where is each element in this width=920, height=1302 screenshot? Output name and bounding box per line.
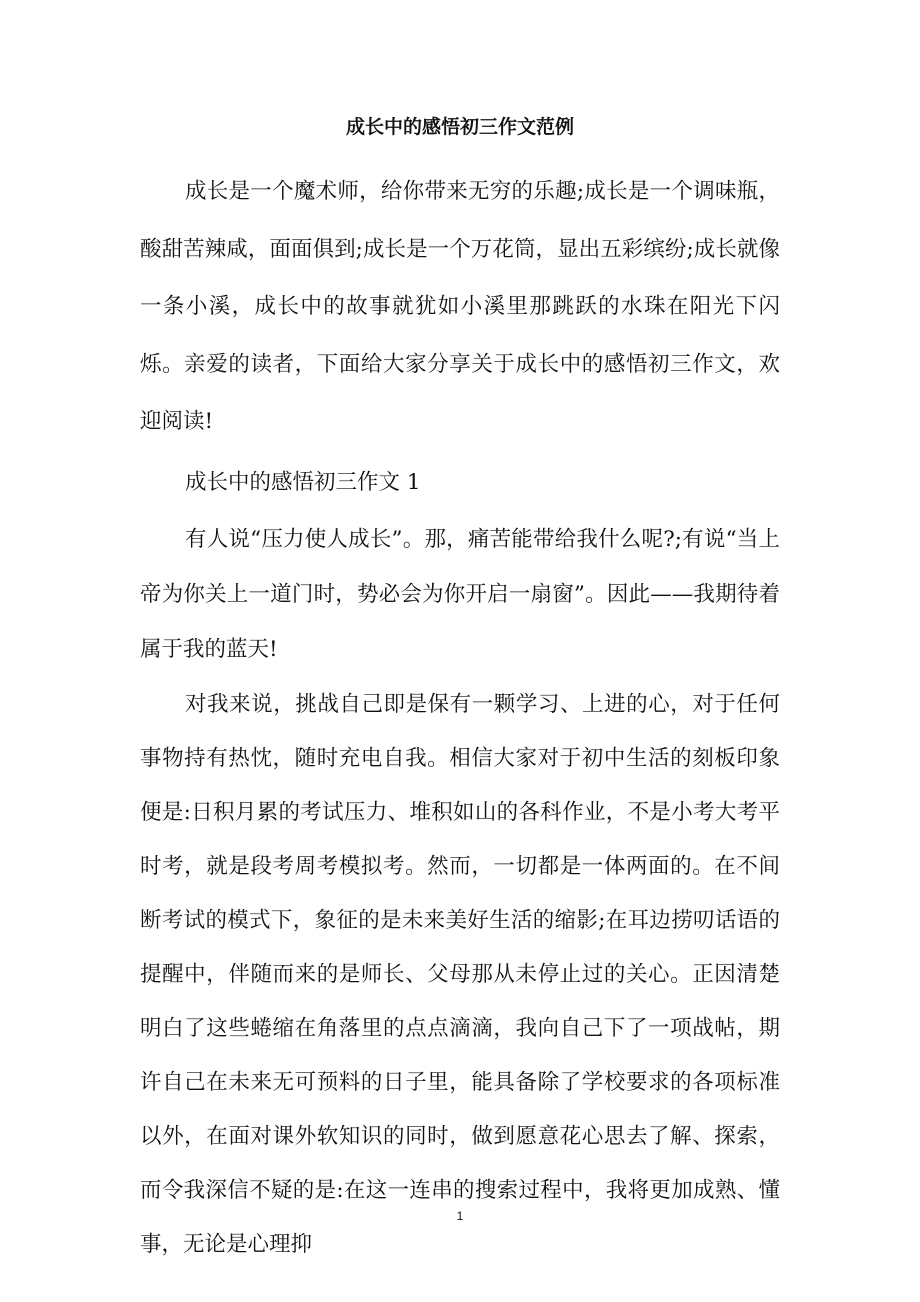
document-body bbox=[140, 163, 780, 1272]
page-number: 1 bbox=[456, 1209, 464, 1223]
body-paragraph: 对我来说，挑战自己即是保有一颗学习、上进的心，对于任何事物持有热忱，随时充电自我。相信大家对于初中生活的刻板印象便是:日积月累的考试压力、堆积如山的各科作业，不是小考大考平时考，就是段考周考模拟考。然而，一切都是一体两面的。在不间断考试的模式下，象征的是未来美好生活的缩影;在耳边捞叨话语的提醒中，伴随而来的是师长、父母那从未停止过的关心。正因清楚明白了这些蜷缩在角落里的点点滴滴，我向自己下了一项战帖，期许自己在未来无可预料的日子里，能具备除了学校要求的各项标准以外，在面对课外软知识的同时，做到愿意花心思去了解、探索，而令我深信不疑的是:在这一连串的搜索过程中，我将更加成熟、懂事，无论是心理抑 bbox=[140, 691, 780, 1257]
intro-paragraph: 成长是一个魔术师，给你带来无穷的乐趣;成长是一个调味瓶，酸甜苦辣咸，面面俱到;成长是一个万花筒，显出五彩缤纷;成长就像一条小溪，成长中的故事就犹如小溪里那跳跃的水珠在阳光下闪烁。亲爱的读者，下面给大家分享关于成长中的感悟初三作文，欢迎阅读! bbox=[140, 179, 780, 434]
document-title: 成长中的感悟初三作文范例 bbox=[345, 116, 574, 138]
body-paragraph: 有人说“压力使人成长”。那，痛苦能带给我什么呢?;有说“当上帝为你关上一道门时，势必会为你开启一扇窗”。因此——我期待着属于我的蓝天! bbox=[140, 526, 780, 662]
section-heading: 成长中的感悟初三作文 1 bbox=[185, 469, 421, 495]
